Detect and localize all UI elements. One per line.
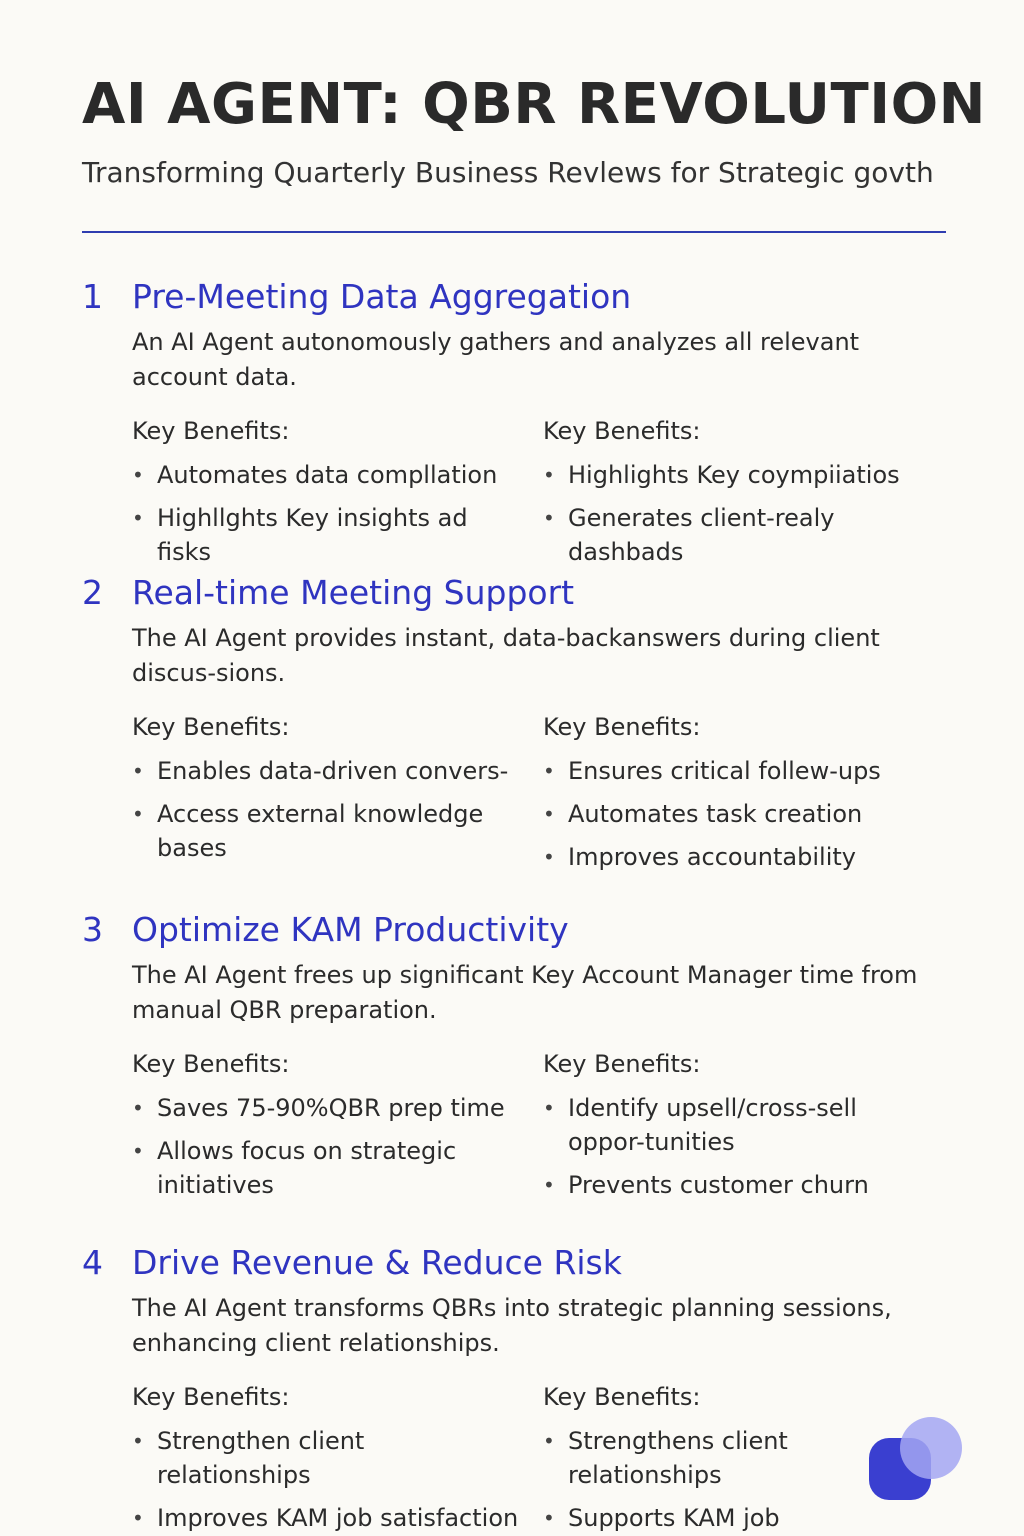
benefit-item: • Supports KAM job bbox=[543, 1501, 843, 1535]
benefit-item: • Access external knowledge bases bbox=[132, 797, 522, 865]
benefit-item: • Highlights Key coympiiatios bbox=[543, 458, 933, 492]
benefits-heading: Key Benefits: bbox=[132, 417, 290, 445]
benefits-column-left bbox=[132, 416, 522, 578]
benefit-item: • Automates data compllation bbox=[132, 458, 522, 492]
benefits-heading: Key Benefits: bbox=[132, 713, 290, 741]
benefit-item: • Prevents customer churn bbox=[543, 1168, 933, 1202]
page-title: AI AGENT: QBR REVOLUTION bbox=[82, 72, 987, 137]
benefits-heading: Key Benefits: bbox=[132, 1383, 290, 1411]
section-number: 4 bbox=[82, 1243, 103, 1282]
benefit-item: • Automates task creation bbox=[543, 797, 933, 831]
benefits-column-left bbox=[132, 1382, 522, 1536]
benefit-item: • Generates client-realy dashbads bbox=[543, 501, 933, 569]
section-description: The AI Agent provides instant, data-backanswers during client discus-sions. bbox=[132, 624, 880, 687]
benefit-item: • Identify upsell/cross-sell oppor-tunities bbox=[543, 1091, 933, 1159]
benefit-item: • Improves KAM job satisfaction bbox=[132, 1501, 522, 1535]
header-divider bbox=[82, 231, 946, 233]
benefits-column-left bbox=[132, 712, 522, 874]
section-title: Pre-Meeting Data Aggregation bbox=[132, 277, 632, 316]
benefits-column-right bbox=[543, 712, 933, 883]
benefits-column-right bbox=[543, 416, 933, 578]
benefits-heading: Key Benefits: bbox=[543, 1050, 701, 1078]
benefit-item: • Ensures critical follew-ups bbox=[543, 754, 933, 788]
section-number: 3 bbox=[82, 910, 103, 949]
section-description: The AI Agent transforms QBRs into strategic planning sessions, enhancing client relationships. bbox=[132, 1294, 892, 1357]
benefit-item: • Highllghts Key insights ad fisks bbox=[132, 501, 522, 569]
page-subtitle: Transforming Quarterly Business Revlews for Strategic govth bbox=[82, 156, 934, 189]
section-title: Drive Revenue & Reduce Risk bbox=[132, 1243, 622, 1282]
benefits-column-left bbox=[132, 1049, 522, 1211]
benefits-heading: Key Benefits: bbox=[543, 417, 701, 445]
section-number: 2 bbox=[82, 573, 103, 612]
section-description: An AI Agent autonomously gathers and analyzes all relevant account data. bbox=[132, 328, 860, 391]
section-number: 1 bbox=[82, 277, 103, 316]
benefits-heading: Key Benefits: bbox=[543, 1383, 701, 1411]
benefit-item: • Enables data-driven convers- bbox=[132, 754, 522, 788]
section-title: Optimize KAM Productivity bbox=[132, 910, 569, 949]
benefit-item: • Improves accountability bbox=[543, 840, 933, 874]
benefits-column-right bbox=[543, 1382, 843, 1536]
benefits-heading: Key Benefits: bbox=[543, 713, 701, 741]
benefit-item: • Strengthens client relationships bbox=[543, 1424, 843, 1492]
benefit-item: • Strengthen client relationships bbox=[132, 1424, 522, 1492]
section-title: Real-time Meeting Support bbox=[132, 573, 575, 612]
benefit-item: • Saves 75-90%QBR prep time bbox=[132, 1091, 522, 1125]
benefits-column-right bbox=[543, 1049, 933, 1211]
section-description: The AI Agent frees up significant Key Account Manager time from manual QBR preparation. bbox=[132, 961, 918, 1024]
benefits-heading: Key Benefits: bbox=[132, 1050, 290, 1078]
overlapping-shapes-logo-icon bbox=[866, 1414, 966, 1514]
benefit-item: • Allows focus on strategic initiatives bbox=[132, 1134, 522, 1202]
